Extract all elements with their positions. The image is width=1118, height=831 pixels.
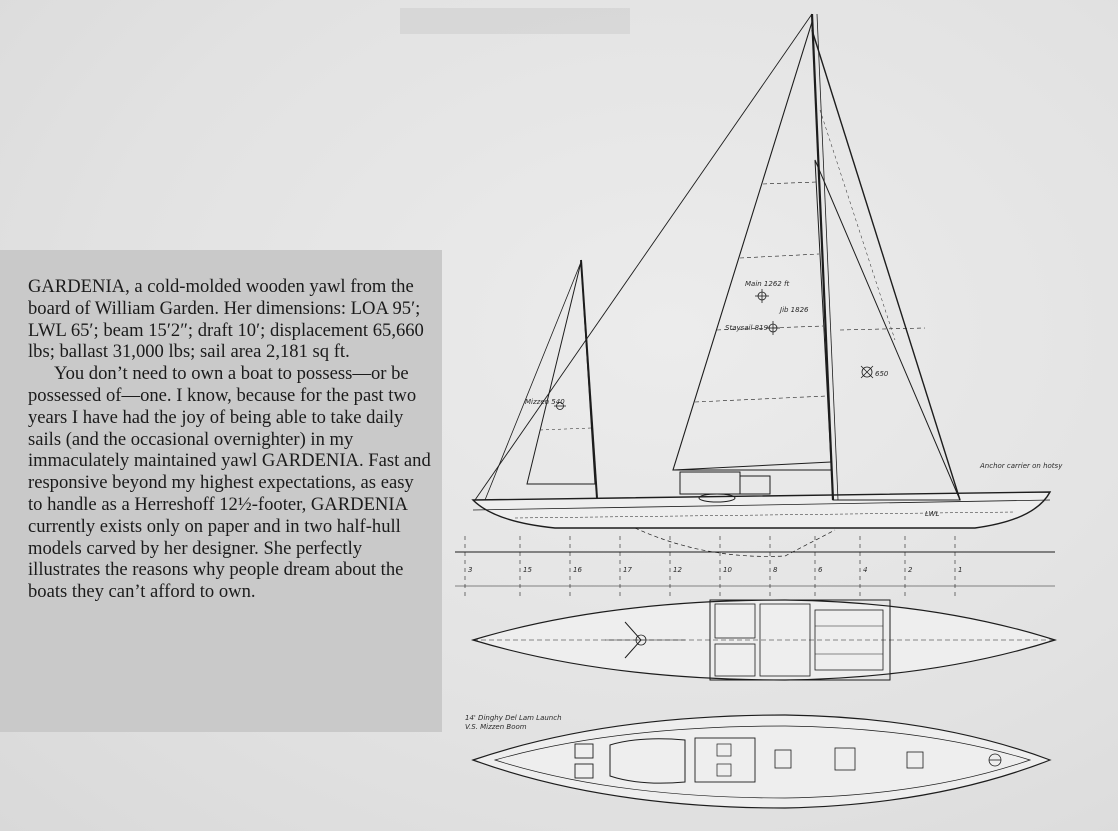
staysail-label: Staysail 819 (725, 324, 769, 332)
station-number: 17 (623, 566, 632, 574)
mizzen-boom-note: V.S. Mizzen Boom (465, 723, 527, 731)
caption-body: You don’t need to own a boat to possess—or be possessed of—one. I know, because for the past two years I have had the joy of being able to take daily sails (and the occasional overnighter) in my immaculately maintained yawl GARDENIA. Fast and responsive beyond my highest expectations, as easy to handle as a Herreshoff 12½-footer, GARDENIA currently exists only on paper and in two half-hull models carved by her designer. She perfectly illustrates the reasons why people dream about the boats they can’t afford to own. (28, 363, 431, 603)
station-baseline (455, 536, 1055, 596)
main-sail-label: Main 1262 ft (745, 280, 790, 288)
deck-plan (473, 600, 1055, 680)
waterline-label: LWL (925, 510, 940, 518)
jib-label: Jib 1826 (780, 306, 809, 314)
station-number: 1 (958, 566, 963, 574)
station-number: 4 (863, 566, 868, 574)
anchor-note: Anchor carrier on hotsy (980, 462, 1063, 470)
mizzen-sail (527, 262, 595, 484)
station-number: 8 (773, 566, 778, 574)
station-number: 10 (723, 566, 732, 574)
hull-profile (473, 492, 1050, 528)
station-number: 2 (908, 566, 913, 574)
jib-sail (815, 160, 960, 500)
station-number: 12 (673, 566, 682, 574)
yawl-design-drawing (455, 0, 1095, 831)
deck-layout (465, 714, 1050, 808)
sail-plan (473, 14, 1063, 556)
station-number: 3 (468, 566, 473, 574)
caption-text (28, 276, 432, 603)
station-number: 16 (573, 566, 582, 574)
mizzen-label: Mizzen 540 (525, 398, 565, 406)
main-sail (673, 22, 831, 470)
station-number: 6 (818, 566, 823, 574)
dinghy-note: 14' Dinghy Del Lam Launch (465, 714, 562, 722)
genoa-label: 650 (875, 370, 889, 378)
station-number: 15 (523, 566, 532, 574)
caption-lead: GARDENIA, a cold-molded wooden yawl from the board of William Garden. Her dimensions: LOA 95′; LWL 65′; beam 15′2″; draft 10′; displacement 65,660 lbs; ballast 31,000 lbs; sail area 2,181 sq ft. (28, 276, 424, 363)
